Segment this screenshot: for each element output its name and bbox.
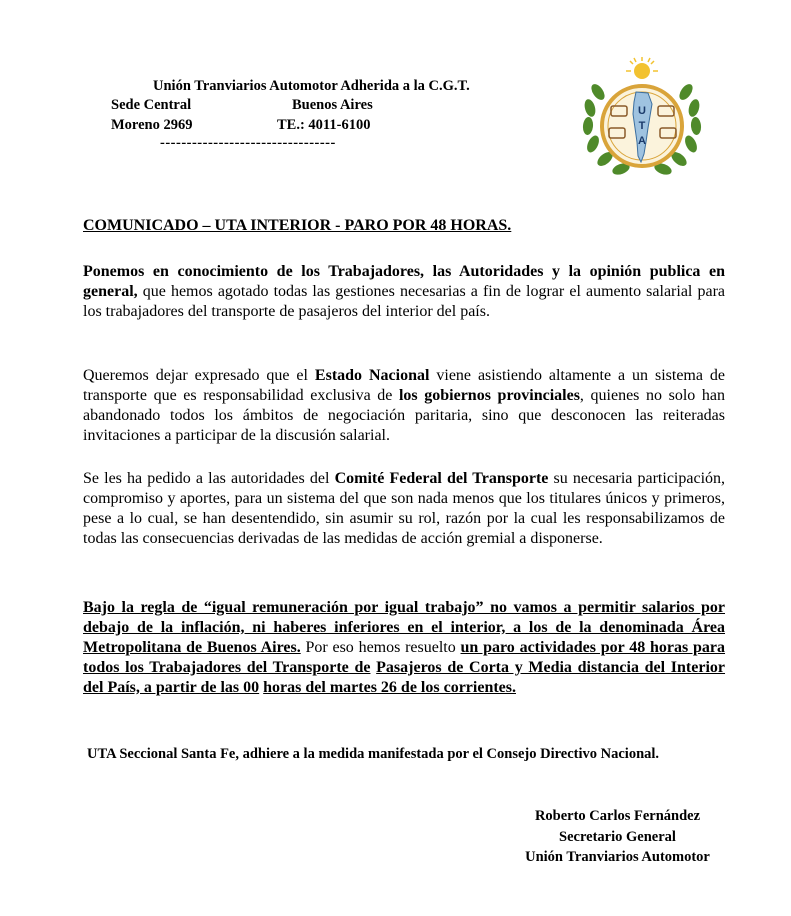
dashes-divider: --------------------------------- [160, 135, 336, 151]
signature-name: Roberto Carlos Fernández [534, 808, 701, 824]
p2-b: Estado Nacional [314, 367, 430, 384]
p4-c: un paro actividades por 48 horas para todos los Trabajadores del Transporte de [83, 639, 726, 676]
logo-letter-a: A [638, 135, 646, 147]
p3-b: Comité Federal del Transporte [334, 470, 549, 487]
p2-a: Queremos dejar expresado que el [83, 367, 315, 384]
signature-org: Unión Tranviarios Automotor [525, 849, 710, 865]
p1-rest: que hemos agotado todas las gestiones necesarias a fin de lograr el aumento salarial para los trabajadores del transporte de pasajeros del interior del país. [83, 283, 725, 320]
p4-e: horas del martes 26 de los corrientes. [263, 679, 516, 696]
phone: TE.: 4011-6100 [277, 117, 371, 133]
p2-e: , quienes no solo han abandonado todos los ámbitos de negociación paritaria, sino que desconocen las reiteradas invitaciones a participar de la discusión salarial. [83, 387, 725, 444]
uta-logo [578, 56, 706, 178]
sede-label: Sede Central [111, 97, 192, 113]
p1-bold: Ponemos en conocimiento de los Trabajadores, las Autoridades y la opinión publica en general, [83, 263, 725, 300]
p3-a: Se les ha pedido a las autoridades del [83, 470, 335, 487]
p4-b: Por eso hemos resuelto [300, 639, 461, 656]
paragraph-3 [83, 469, 725, 549]
org-line: Unión Tranviarios Automotor Adherida a la C.G.T. [153, 78, 470, 94]
sun-icon [626, 57, 658, 79]
address: Moreno 2969 [111, 117, 193, 133]
p4-d: Pasajeros de Corta y Media distancia del Interior del País, a partir de las 00 [83, 659, 726, 696]
city: Buenos Aires [292, 97, 373, 113]
p2-d: los gobiernos provinciales [398, 387, 580, 404]
adhesion-statement: UTA Seccional Santa Fe, adhiere a la medida manifestada por el Consejo Directivo Nacional. [87, 746, 660, 762]
paragraph-1 [83, 262, 725, 322]
document-title: COMUNICADO – UTA INTERIOR - PARO POR 48 HORAS. [83, 217, 512, 234]
signature-role: Secretario General [559, 829, 676, 845]
paragraph-2 [83, 366, 725, 446]
p3-c: su necesaria participación, compromiso y aportes, para un sistema del que son nada menos que los titulares únicos y primeros, pese a lo cual, se han desentendido, sin asumir su rol, razón por la cual les responsabilizamos de todas las consecuencias derivadas de las medidas de acción gremial a disponerse. [83, 470, 726, 547]
p4-a: Bajo la regla de “igual remuneración por igual trabajo” no vamos a permitir salarios por debajo de la inflación, ni haberes inferiores en el interior, a los de la denominada Área Metropolitana de Buenos Aires. [83, 599, 725, 656]
logo-letter-t: T [638, 120, 646, 132]
paragraph-4 [83, 598, 725, 698]
p2-c: viene asistiendo altamente a un sistema de transporte que es responsabilidad exclusiva de [83, 367, 725, 404]
logo-letter-u: U [638, 105, 646, 117]
